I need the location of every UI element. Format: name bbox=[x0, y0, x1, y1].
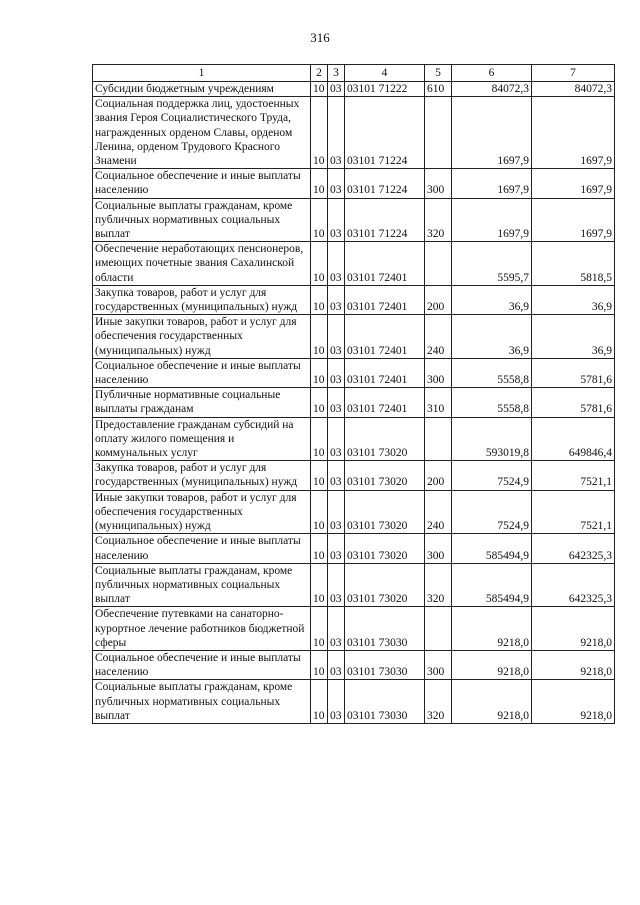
row-subsection-code: 03 bbox=[328, 680, 345, 724]
row-target-article: 03101 72401 bbox=[345, 285, 425, 314]
row-name: Социальное обеспечение и иные выплаты населению bbox=[93, 169, 311, 198]
table-row bbox=[93, 82, 615, 97]
row-amount-year-2: 642325,3 bbox=[532, 563, 615, 607]
header-col-2: 2 bbox=[311, 65, 328, 82]
row-target-article: 03101 72401 bbox=[345, 358, 425, 387]
header-col-6: 6 bbox=[452, 65, 532, 82]
row-name: Субсидии бюджетным учреждениям bbox=[93, 82, 311, 97]
row-amount-year-1: 593019,8 bbox=[452, 417, 532, 461]
row-amount-year-1: 7524,9 bbox=[452, 490, 532, 534]
row-amount-year-2: 36,9 bbox=[532, 315, 615, 359]
row-name: Социальная поддержка лиц, удостоенных звания Героя Социалистического Труда, награжденных орденом Славы, орденом Ленина, орденом Трудового Красного Знамени bbox=[93, 97, 311, 169]
row-name: Иные закупки товаров, работ и услуг для обеспечения государственных (муниципальных) нужд bbox=[93, 315, 311, 359]
row-subsection-code: 03 bbox=[328, 242, 345, 286]
row-subsection-code: 03 bbox=[328, 563, 345, 607]
row-amount-year-2: 36,9 bbox=[532, 285, 615, 314]
row-target-article: 03101 73030 bbox=[345, 650, 425, 679]
row-target-article: 03101 73020 bbox=[345, 563, 425, 607]
row-name: Иные закупки товаров, работ и услуг для обеспечения государственных (муниципальных) нужд bbox=[93, 490, 311, 534]
header-col-4: 4 bbox=[345, 65, 425, 82]
row-expense-type: 610 bbox=[425, 82, 452, 97]
row-expense-type: 320 bbox=[425, 198, 452, 242]
row-subsection-code: 03 bbox=[328, 97, 345, 169]
header-col-7: 7 bbox=[532, 65, 615, 82]
row-amount-year-2: 1697,9 bbox=[532, 169, 615, 198]
table-row bbox=[93, 534, 615, 563]
row-amount-year-1: 36,9 bbox=[452, 315, 532, 359]
row-name: Обеспечение неработающих пенсионеров, имеющих почетные звания Сахалинской области bbox=[93, 242, 311, 286]
row-expense-type: 320 bbox=[425, 563, 452, 607]
row-section-code: 10 bbox=[311, 417, 328, 461]
row-amount-year-2: 9218,0 bbox=[532, 680, 615, 724]
row-amount-year-2: 5818,5 bbox=[532, 242, 615, 286]
table-row bbox=[93, 490, 615, 534]
row-subsection-code: 03 bbox=[328, 315, 345, 359]
row-name: Социальное обеспечение и иные выплаты населению bbox=[93, 650, 311, 679]
row-subsection-code: 03 bbox=[328, 607, 345, 651]
row-expense-type bbox=[425, 417, 452, 461]
row-expense-type: 300 bbox=[425, 534, 452, 563]
row-target-article: 03101 71224 bbox=[345, 198, 425, 242]
row-section-code: 10 bbox=[311, 461, 328, 490]
row-target-article: 03101 73020 bbox=[345, 417, 425, 461]
row-section-code: 10 bbox=[311, 650, 328, 679]
row-target-article: 03101 71224 bbox=[345, 97, 425, 169]
row-subsection-code: 03 bbox=[328, 417, 345, 461]
row-name: Социальное обеспечение и иные выплаты населению bbox=[93, 534, 311, 563]
row-expense-type: 240 bbox=[425, 315, 452, 359]
table-row bbox=[93, 242, 615, 286]
header-col-3: 3 bbox=[328, 65, 345, 82]
row-amount-year-1: 7524,9 bbox=[452, 461, 532, 490]
row-section-code: 10 bbox=[311, 680, 328, 724]
table-row bbox=[93, 285, 615, 314]
row-expense-type: 200 bbox=[425, 285, 452, 314]
table-row bbox=[93, 169, 615, 198]
row-section-code: 10 bbox=[311, 358, 328, 387]
row-subsection-code: 03 bbox=[328, 388, 345, 417]
row-subsection-code: 03 bbox=[328, 534, 345, 563]
row-amount-year-1: 585494,9 bbox=[452, 563, 532, 607]
row-subsection-code: 03 bbox=[328, 198, 345, 242]
row-target-article: 03101 71224 bbox=[345, 169, 425, 198]
row-expense-type: 310 bbox=[425, 388, 452, 417]
row-name: Социальные выплаты гражданам, кроме публичных нормативных социальных выплат bbox=[93, 198, 311, 242]
row-amount-year-2: 7521,1 bbox=[532, 490, 615, 534]
row-target-article: 03101 73020 bbox=[345, 461, 425, 490]
row-amount-year-1: 9218,0 bbox=[452, 680, 532, 724]
row-amount-year-1: 5595,7 bbox=[452, 242, 532, 286]
row-name: Социальные выплаты гражданам, кроме публичных нормативных социальных выплат bbox=[93, 680, 311, 724]
row-section-code: 10 bbox=[311, 242, 328, 286]
table-row bbox=[93, 315, 615, 359]
row-target-article: 03101 71222 bbox=[345, 82, 425, 97]
table-row bbox=[93, 607, 615, 651]
row-target-article: 03101 73020 bbox=[345, 534, 425, 563]
row-amount-year-2: 7521,1 bbox=[532, 461, 615, 490]
row-target-article: 03101 72401 bbox=[345, 388, 425, 417]
row-section-code: 10 bbox=[311, 388, 328, 417]
row-expense-type bbox=[425, 242, 452, 286]
row-expense-type: 300 bbox=[425, 358, 452, 387]
table-row bbox=[93, 417, 615, 461]
row-amount-year-1: 1697,9 bbox=[452, 169, 532, 198]
row-amount-year-1: 36,9 bbox=[452, 285, 532, 314]
row-expense-type bbox=[425, 607, 452, 651]
row-expense-type: 320 bbox=[425, 680, 452, 724]
row-target-article: 03101 73030 bbox=[345, 680, 425, 724]
row-amount-year-1: 84072,3 bbox=[452, 82, 532, 97]
row-name: Социальное обеспечение и иные выплаты населению bbox=[93, 358, 311, 387]
row-amount-year-2: 5781,6 bbox=[532, 388, 615, 417]
header-col-1: 1 bbox=[93, 65, 311, 82]
row-expense-type: 240 bbox=[425, 490, 452, 534]
row-target-article: 03101 72401 bbox=[345, 242, 425, 286]
row-expense-type: 200 bbox=[425, 461, 452, 490]
row-section-code: 10 bbox=[311, 315, 328, 359]
row-subsection-code: 03 bbox=[328, 169, 345, 198]
row-amount-year-1: 585494,9 bbox=[452, 534, 532, 563]
row-name: Закупка товаров, работ и услуг для государственных (муниципальных) нужд bbox=[93, 285, 311, 314]
row-name: Закупка товаров, работ и услуг для государственных (муниципальных) нужд bbox=[93, 461, 311, 490]
row-section-code: 10 bbox=[311, 285, 328, 314]
row-target-article: 03101 73030 bbox=[345, 607, 425, 651]
row-amount-year-1: 9218,0 bbox=[452, 650, 532, 679]
page-number: 316 bbox=[310, 30, 330, 45]
row-section-code: 10 bbox=[311, 563, 328, 607]
table-row bbox=[93, 97, 615, 169]
row-section-code: 10 bbox=[311, 607, 328, 651]
row-amount-year-2: 642325,3 bbox=[532, 534, 615, 563]
row-name: Обеспечение путевками на санаторно-курортное лечение работников бюджетной сферы bbox=[93, 607, 311, 651]
row-amount-year-2: 84072,3 bbox=[532, 82, 615, 97]
budget-table bbox=[92, 64, 615, 724]
row-amount-year-1: 1697,9 bbox=[452, 97, 532, 169]
row-section-code: 10 bbox=[311, 490, 328, 534]
row-amount-year-2: 9218,0 bbox=[532, 650, 615, 679]
row-amount-year-2: 649846,4 bbox=[532, 417, 615, 461]
row-section-code: 10 bbox=[311, 82, 328, 97]
row-subsection-code: 03 bbox=[328, 285, 345, 314]
table-row bbox=[93, 461, 615, 490]
row-amount-year-1: 9218,0 bbox=[452, 607, 532, 651]
row-amount-year-2: 5781,6 bbox=[532, 358, 615, 387]
row-target-article: 03101 72401 bbox=[345, 315, 425, 359]
row-expense-type: 300 bbox=[425, 650, 452, 679]
row-subsection-code: 03 bbox=[328, 650, 345, 679]
row-amount-year-2: 9218,0 bbox=[532, 607, 615, 651]
row-name: Предоставление гражданам субсидий на оплату жилого помещения и коммунальных услуг bbox=[93, 417, 311, 461]
table-row bbox=[93, 680, 615, 724]
row-target-article: 03101 73020 bbox=[345, 490, 425, 534]
row-subsection-code: 03 bbox=[328, 461, 345, 490]
row-subsection-code: 03 bbox=[328, 82, 345, 97]
row-name: Публичные нормативные социальные выплаты гражданам bbox=[93, 388, 311, 417]
header-col-5: 5 bbox=[425, 65, 452, 82]
row-section-code: 10 bbox=[311, 169, 328, 198]
row-section-code: 10 bbox=[311, 198, 328, 242]
row-section-code: 10 bbox=[311, 97, 328, 169]
table-row bbox=[93, 650, 615, 679]
table-row bbox=[93, 388, 615, 417]
table-row bbox=[93, 198, 615, 242]
row-amount-year-1: 5558,8 bbox=[452, 358, 532, 387]
row-amount-year-2: 1697,9 bbox=[532, 198, 615, 242]
header-row bbox=[93, 65, 615, 82]
row-amount-year-1: 5558,8 bbox=[452, 388, 532, 417]
row-amount-year-1: 1697,9 bbox=[452, 198, 532, 242]
row-subsection-code: 03 bbox=[328, 490, 345, 534]
row-subsection-code: 03 bbox=[328, 358, 345, 387]
table-row bbox=[93, 358, 615, 387]
row-expense-type: 300 bbox=[425, 169, 452, 198]
row-section-code: 10 bbox=[311, 534, 328, 563]
row-name: Социальные выплаты гражданам, кроме публичных нормативных социальных выплат bbox=[93, 563, 311, 607]
row-expense-type bbox=[425, 97, 452, 169]
table-row bbox=[93, 563, 615, 607]
row-amount-year-2: 1697,9 bbox=[532, 97, 615, 169]
